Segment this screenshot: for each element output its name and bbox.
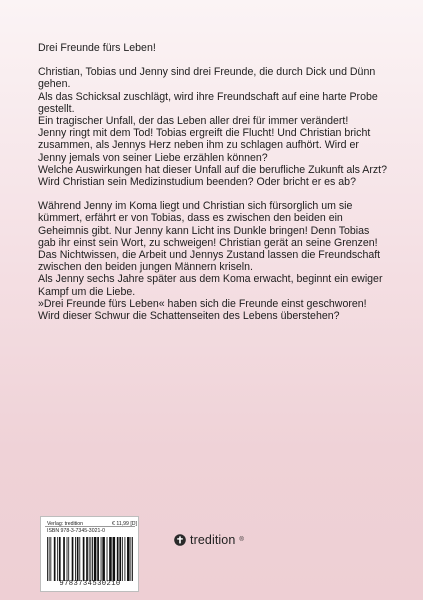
blurb-line: Ein tragischer Unfall, der das Leben aller drei für immer verändert!	[38, 115, 349, 128]
barcode-bar	[83, 537, 85, 581]
blurb-line: Als Jenny sechs Jahre später aus dem Koma erwacht, beginnt ein ewiger Kampf um die Liebe.	[38, 273, 383, 298]
barcode-bar	[68, 537, 69, 581]
barcode-bar	[90, 537, 91, 581]
barcode-bar	[130, 537, 131, 581]
barcode-bar	[63, 537, 65, 581]
price-label: € 11,99 [D]	[112, 521, 137, 527]
barcode-bar	[50, 537, 51, 581]
isbn-barcode-box	[40, 516, 139, 592]
blurb-line: Als das Schicksal zuschlägt, wird ihre Freundschaft auf eine harte Probe gestellt.	[38, 90, 378, 115]
barcode-bar	[57, 537, 58, 581]
barcode-bars	[47, 537, 133, 581]
publisher-brand	[174, 533, 244, 547]
publisher-label: Verlag: tredition	[47, 521, 84, 527]
barcode-bar	[102, 537, 105, 581]
barcode-bar	[86, 537, 88, 581]
barcode-bar	[113, 537, 116, 581]
publisher-name: tredition	[190, 533, 236, 547]
barcode-bar	[59, 537, 61, 581]
barcode-bar	[54, 537, 56, 581]
trademark-symbol: ®	[239, 537, 244, 543]
barcode-divider	[45, 526, 135, 527]
blurb-line: »Drei Freunde fürs Leben« haben sich die Freunde einst geschworen! Wird dieser Schwur die Schattenseiten des Lebens überstehen?	[38, 297, 367, 323]
barcode-bar	[132, 537, 133, 581]
blurb-line: Das Nichtwissen, die Arbeit und Jennys Zustand lassen die Freundschaft zwischen den beiden jungen Männern kriseln.	[38, 249, 381, 274]
barcode-bar	[117, 537, 119, 581]
barcode-bar	[122, 537, 123, 581]
blurb-title: Drei Freunde fürs Leben!	[38, 42, 156, 54]
barcode-bar	[72, 537, 74, 581]
isbn-label: ISBN 978-3-7345-3021-0	[47, 528, 105, 534]
barcode-number: 9783734530210	[59, 580, 121, 588]
barcode-bar	[77, 537, 79, 581]
barcode-bar	[124, 537, 125, 581]
barcode-bar	[92, 537, 93, 581]
barcode-bar	[109, 537, 112, 581]
barcode-bar	[47, 537, 48, 581]
barcode-bar	[101, 537, 102, 581]
barcode-bar	[89, 537, 90, 581]
barcode-bar	[107, 537, 108, 581]
barcode-bar	[79, 537, 80, 581]
barcode-bar	[119, 537, 121, 581]
barcode-bar	[67, 537, 68, 581]
barcode-bar	[127, 537, 130, 581]
blurb-line: Welche Auswirkungen hat dieser Unfall auf die berufliche Zukunft als Arzt? Wird Christian sein Medizinstudium beenden? Oder bricht er es ab?	[38, 163, 387, 189]
barcode-bar	[49, 537, 50, 581]
blurb-line: Christian, Tobias und Jenny sind drei Freunde, die durch Dick und Dünn gehen.	[38, 66, 376, 91]
barcode-bar	[94, 537, 97, 581]
barcode-bar	[75, 537, 76, 581]
tredition-logo-icon	[174, 534, 186, 546]
barcode-bar	[97, 537, 99, 581]
blurb-text	[38, 42, 388, 322]
blurb-line: Jenny ringt mit dem Tod! Tobias ergreift die Flucht! Und Christian bricht zusammen, als Jennys Herz neben ihm zu schlagen aufhört. Wird er Jenny jemals von seiner Liebe erzählen können?	[38, 127, 371, 164]
blurb-line: Während Jenny im Koma liegt und Christian sich fürsorglich um sie kümmert, erfährt er von Tobias, dass es zwischen den beiden ein Geheimnis gibt. Nur Jenny kann Licht ins Dunkle bringen! Denn Tobias gab ihr einst sein Wort, zu schweigen! Christian gerät an seine Grenzen!	[38, 200, 378, 249]
